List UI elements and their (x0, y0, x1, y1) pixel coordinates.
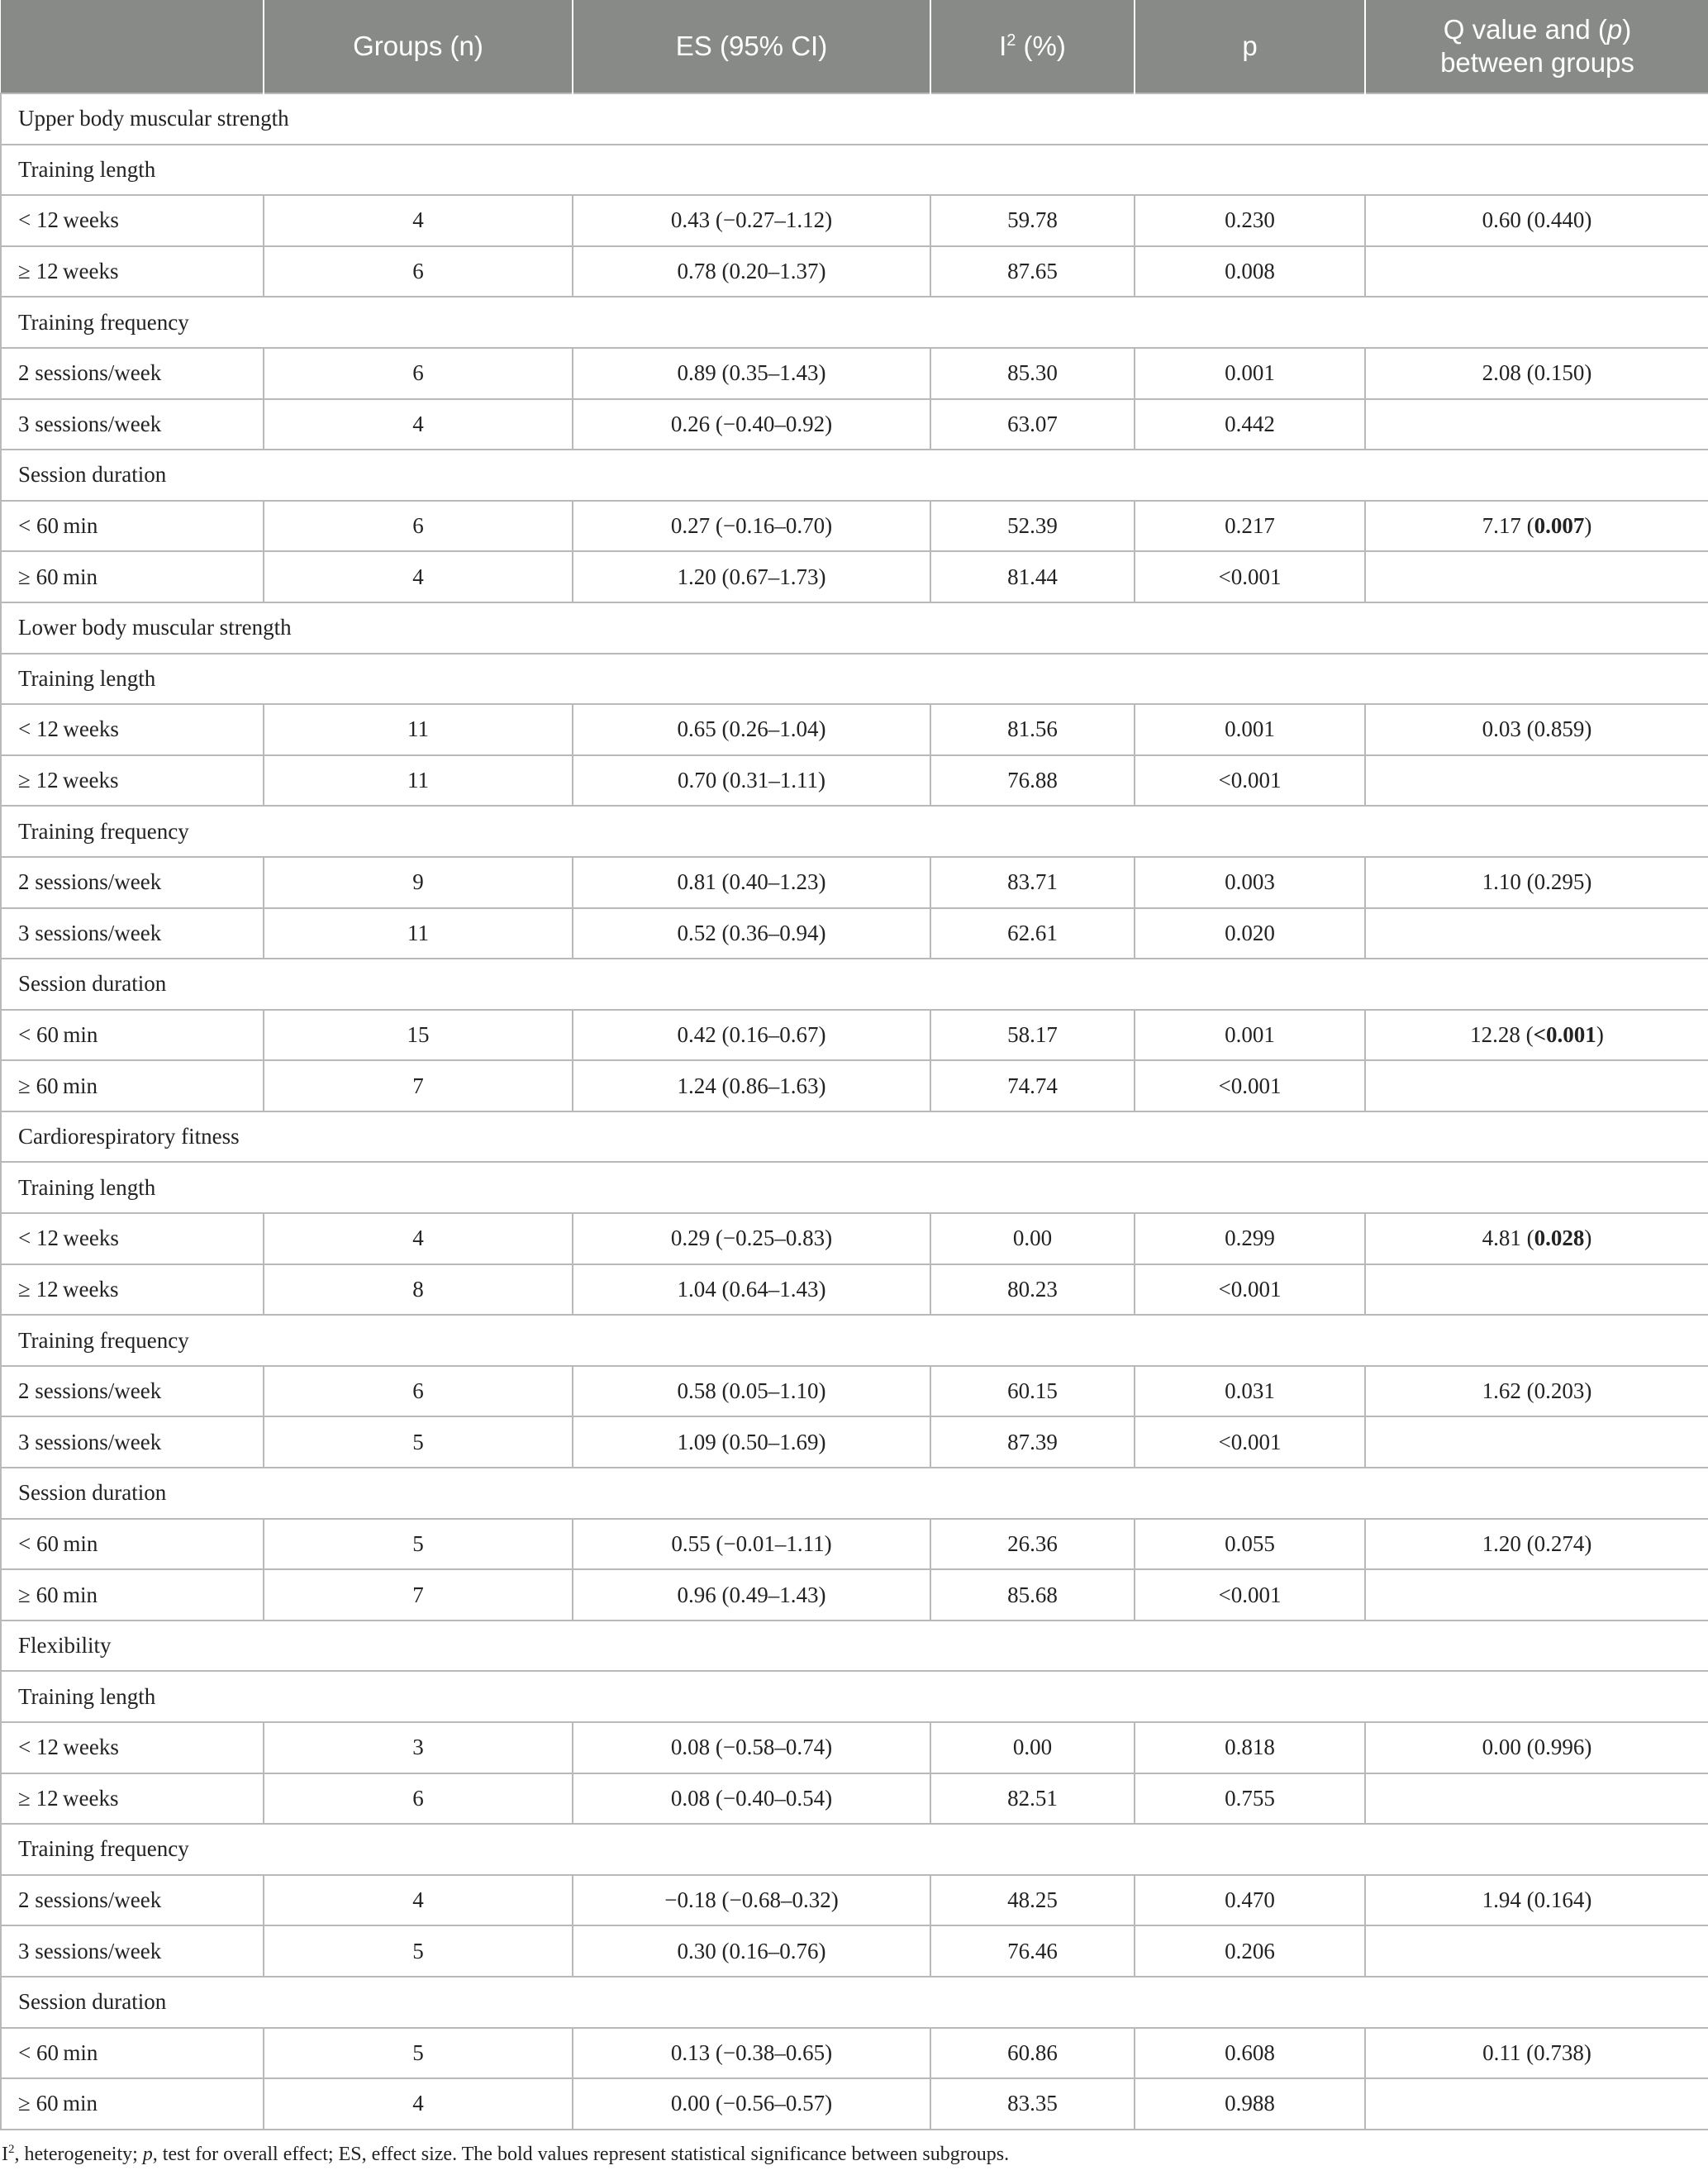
row-label: ≥ 12 weeks (1, 246, 264, 297)
cell-n: 6 (264, 501, 573, 552)
q-post: 0.203) (1534, 1378, 1592, 1404)
cell-i2: 87.39 (930, 1416, 1135, 1468)
cell-n: 11 (264, 755, 573, 807)
cell-n: 8 (264, 1264, 573, 1316)
cell-p: <0.001 (1135, 1416, 1365, 1468)
cell-q (1365, 908, 1708, 959)
q-pre: 2.08 ( (1482, 360, 1534, 386)
cell-p: 0.206 (1135, 1925, 1365, 1977)
table-row (1, 1366, 1708, 1417)
table-row (1, 1722, 1708, 1773)
cell-n: 4 (264, 1875, 573, 1926)
cell-q (1365, 501, 1708, 552)
cell-i2: 76.46 (930, 1925, 1135, 1977)
cell-es: 0.55 (−0.01–1.11) (573, 1519, 930, 1570)
row-label: ≥ 12 weeks (1, 755, 264, 807)
table-row (1, 704, 1708, 755)
cell-q (1365, 2028, 1708, 2079)
cell-es: 0.29 (−0.25–0.83) (573, 1213, 930, 1264)
cell-p: <0.001 (1135, 755, 1365, 807)
cell-i2: 59.78 (930, 195, 1135, 246)
cell-p: 0.001 (1135, 704, 1365, 755)
cell-n: 7 (264, 1060, 573, 1111)
header-p: p (1135, 0, 1365, 93)
cell-n: 7 (264, 1569, 573, 1621)
q-pre: 4.81 ( (1482, 1226, 1534, 1251)
table-row (1, 348, 1708, 399)
cell-q (1365, 1569, 1708, 1621)
row-label: ≥ 12 weeks (1, 1773, 264, 1825)
header-i2 (930, 0, 1135, 93)
cell-i2: 52.39 (930, 501, 1135, 552)
subgroup-title: Session duration (1, 450, 1708, 501)
footnote-part1: , heterogeneity; (14, 2144, 143, 2165)
row-label: ≥ 60 min (1, 1060, 264, 1111)
footnote-sup: 2 (8, 2143, 15, 2156)
q-pre: 7.17 ( (1482, 513, 1534, 539)
table-row (1, 1875, 1708, 1926)
cell-n: 5 (264, 1925, 573, 1977)
cell-q (1365, 1519, 1708, 1570)
cell-n: 4 (264, 399, 573, 450)
subgroup-row (1, 959, 1708, 1010)
cell-es: 0.89 (0.35–1.43) (573, 348, 930, 399)
subgroup-title: Session duration (1, 959, 1708, 1010)
cell-i2: 48.25 (930, 1875, 1135, 1926)
cell-i2: 58.17 (930, 1010, 1135, 1061)
section-row (1, 1111, 1708, 1163)
table-row (1, 1569, 1708, 1621)
q-post: 0.738) (1534, 2039, 1591, 2065)
q-bold: <0.001 (1533, 1021, 1596, 1047)
subgroup-title: Training length (1, 145, 1708, 196)
q-pre: 1.10 ( (1482, 869, 1534, 895)
cell-es: 0.08 (−0.40–0.54) (573, 1773, 930, 1825)
table-row (1, 2028, 1708, 2079)
q-post: 0.996) (1534, 1735, 1592, 1760)
header-groups: Groups (n) (264, 0, 573, 93)
row-label: < 60 min (1, 1010, 264, 1061)
cell-q (1365, 1010, 1708, 1061)
cell-n: 6 (264, 348, 573, 399)
cell-i2: 76.88 (930, 755, 1135, 807)
cell-es: 0.26 (−0.40–0.92) (573, 399, 930, 450)
row-label: < 12 weeks (1, 195, 264, 246)
cell-es: −0.18 (−0.68–0.32) (573, 1875, 930, 1926)
cell-q (1365, 1416, 1708, 1468)
section-title: Cardiorespiratory fitness (1, 1111, 1708, 1163)
cell-i2: 60.15 (930, 1366, 1135, 1417)
q-post: 0.150) (1534, 360, 1592, 386)
cell-n: 5 (264, 2028, 573, 2079)
cell-q (1365, 1773, 1708, 1825)
table-row (1, 195, 1708, 246)
cell-i2: 60.86 (930, 2028, 1135, 2079)
cell-p: 0.608 (1135, 2028, 1365, 2079)
cell-es: 0.27 (−0.16–0.70) (573, 501, 930, 552)
row-label: 2 sessions/week (1, 857, 264, 908)
subgroup-row (1, 450, 1708, 501)
cell-es: 0.58 (0.05–1.10) (573, 1366, 930, 1417)
q-post: ) (1584, 513, 1592, 539)
table-row (1, 399, 1708, 450)
subgroup-row (1, 297, 1708, 348)
cell-es: 1.04 (0.64–1.43) (573, 1264, 930, 1316)
cell-q (1365, 1875, 1708, 1926)
cell-n: 4 (264, 2078, 573, 2130)
table-row (1, 1925, 1708, 1977)
subgroup-title: Training length (1, 1162, 1708, 1213)
cell-p: 0.442 (1135, 399, 1365, 450)
cell-q (1365, 1264, 1708, 1316)
table-row (1, 755, 1708, 807)
q-post: ) (1596, 1021, 1604, 1047)
cell-n: 6 (264, 1773, 573, 1825)
cell-p: 0.001 (1135, 348, 1365, 399)
cell-p: 0.020 (1135, 908, 1365, 959)
footnote-i: I (2, 2144, 8, 2165)
cell-n: 5 (264, 1416, 573, 1468)
cell-i2: 85.30 (930, 348, 1135, 399)
cell-q (1365, 1060, 1708, 1111)
table-row (1, 1416, 1708, 1468)
table-row (1, 1773, 1708, 1825)
cell-q (1365, 1722, 1708, 1773)
cell-q (1365, 551, 1708, 602)
cell-n: 6 (264, 1366, 573, 1417)
table-header (1, 0, 1708, 93)
row-label: ≥ 60 min (1, 551, 264, 602)
q-post: 0.440) (1534, 207, 1592, 233)
row-label: 2 sessions/week (1, 1875, 264, 1926)
header-q-line1a: Q value and ( (1443, 14, 1607, 45)
cell-q (1365, 1925, 1708, 1977)
subgroup-title: Session duration (1, 1468, 1708, 1519)
q-pre: 1.20 ( (1482, 1530, 1534, 1556)
subgroup-row (1, 1315, 1708, 1366)
subgroup-row (1, 145, 1708, 196)
subgroup-title: Training frequency (1, 297, 1708, 348)
q-post: 0.295) (1534, 869, 1592, 895)
table-row (1, 857, 1708, 908)
cell-i2: 62.61 (930, 908, 1135, 959)
subgroup-title: Training frequency (1, 1315, 1708, 1366)
subgroup-row (1, 1977, 1708, 2028)
subgroup-row (1, 1671, 1708, 1722)
row-label: < 60 min (1, 501, 264, 552)
cell-q (1365, 399, 1708, 450)
q-bold: 0.028 (1534, 1226, 1585, 1251)
cell-es: 0.81 (0.40–1.23) (573, 857, 930, 908)
row-label: < 60 min (1, 2028, 264, 2079)
cell-p: 0.470 (1135, 1875, 1365, 1926)
subgroup-row (1, 806, 1708, 857)
cell-n: 4 (264, 195, 573, 246)
cell-n: 5 (264, 1519, 573, 1570)
subgroup-row (1, 1824, 1708, 1875)
cell-es: 0.13 (−0.38–0.65) (573, 2028, 930, 2079)
subgroup-row (1, 1468, 1708, 1519)
cell-es: 0.42 (0.16–0.67) (573, 1010, 930, 1061)
cell-i2: 85.68 (930, 1569, 1135, 1621)
cell-p: <0.001 (1135, 1264, 1365, 1316)
cell-q (1365, 246, 1708, 297)
cell-n: 11 (264, 704, 573, 755)
header-q-line1b: ) (1622, 14, 1632, 45)
cell-q (1365, 755, 1708, 807)
q-post: ) (1584, 1226, 1592, 1251)
header-empty-cell (1, 0, 264, 93)
header-q-line2: between groups (1440, 47, 1634, 78)
q-pre: 0.11 ( (1482, 2039, 1534, 2065)
row-label: ≥ 12 weeks (1, 1264, 264, 1316)
cell-p: 0.008 (1135, 246, 1365, 297)
cell-q (1365, 348, 1708, 399)
cell-es: 0.78 (0.20–1.37) (573, 246, 930, 297)
table-body (1, 93, 1708, 2130)
subgroup-title: Training frequency (1, 1824, 1708, 1875)
cell-n: 6 (264, 246, 573, 297)
cell-n: 9 (264, 857, 573, 908)
table-row (1, 908, 1708, 959)
cell-p: 0.299 (1135, 1213, 1365, 1264)
q-bold: 0.007 (1534, 513, 1585, 539)
cell-p: 0.230 (1135, 195, 1365, 246)
subgroup-title: Training length (1, 1671, 1708, 1722)
cell-n: 3 (264, 1722, 573, 1773)
cell-q (1365, 1366, 1708, 1417)
cell-q (1365, 857, 1708, 908)
cell-es: 0.65 (0.26–1.04) (573, 704, 930, 755)
table-row (1, 1213, 1708, 1264)
cell-i2: 0.00 (930, 1722, 1135, 1773)
q-pre: 0.60 ( (1482, 207, 1534, 233)
header-es: ES (95% CI) (573, 0, 930, 93)
cell-es: 0.52 (0.36–0.94) (573, 908, 930, 959)
q-post: 0.274) (1534, 1530, 1592, 1556)
row-label: ≥ 60 min (1, 2078, 264, 2130)
table-row (1, 1060, 1708, 1111)
cell-q (1365, 704, 1708, 755)
cell-p: 0.031 (1135, 1366, 1365, 1417)
cell-i2: 0.00 (930, 1213, 1135, 1264)
cell-i2: 87.65 (930, 246, 1135, 297)
cell-p: <0.001 (1135, 1569, 1365, 1621)
header-i2-base: I (999, 31, 1007, 61)
row-label: 3 sessions/week (1, 399, 264, 450)
row-label: < 12 weeks (1, 1213, 264, 1264)
table-row (1, 1264, 1708, 1316)
row-label: 3 sessions/week (1, 1925, 264, 1977)
subgroup-row (1, 1162, 1708, 1213)
cell-es: 0.70 (0.31–1.11) (573, 755, 930, 807)
cell-es: 1.24 (0.86–1.63) (573, 1060, 930, 1111)
row-label: 3 sessions/week (1, 1416, 264, 1468)
cell-es: 0.00 (−0.56–0.57) (573, 2078, 930, 2130)
header-i2-rest: (%) (1016, 31, 1066, 61)
q-pre: 1.62 ( (1482, 1378, 1534, 1404)
cell-p: 0.818 (1135, 1722, 1365, 1773)
cell-q (1365, 2078, 1708, 2130)
header-q-value (1365, 0, 1708, 93)
cell-i2: 83.71 (930, 857, 1135, 908)
cell-i2: 26.36 (930, 1519, 1135, 1570)
cell-p: 0.217 (1135, 501, 1365, 552)
row-label: 2 sessions/week (1, 348, 264, 399)
q-post: 0.164) (1534, 1887, 1592, 1913)
cell-p: <0.001 (1135, 1060, 1365, 1111)
table-row (1, 1519, 1708, 1570)
cell-p: 0.055 (1135, 1519, 1365, 1570)
q-post: 0.859) (1534, 716, 1592, 742)
q-pre: 1.94 ( (1482, 1887, 1534, 1913)
cell-es: 1.20 (0.67–1.73) (573, 551, 930, 602)
section-row (1, 1621, 1708, 1672)
section-row (1, 93, 1708, 145)
cell-i2: 83.35 (930, 2078, 1135, 2130)
cell-i2: 63.07 (930, 399, 1135, 450)
cell-p: 0.003 (1135, 857, 1365, 908)
footnote-p: p (142, 2144, 153, 2165)
cell-q (1365, 195, 1708, 246)
table-row (1, 246, 1708, 297)
row-label: 3 sessions/week (1, 908, 264, 959)
cell-i2: 81.44 (930, 551, 1135, 602)
row-label: < 60 min (1, 1519, 264, 1570)
table-row (1, 501, 1708, 552)
cell-es: 0.30 (0.16–0.76) (573, 1925, 930, 1977)
subgroup-title: Session duration (1, 1977, 1708, 2028)
section-title: Flexibility (1, 1621, 1708, 1672)
cell-i2: 82.51 (930, 1773, 1135, 1825)
cell-i2: 74.74 (930, 1060, 1135, 1111)
header-q-p: p (1606, 14, 1623, 45)
cell-p: 0.755 (1135, 1773, 1365, 1825)
cell-es: 0.08 (−0.58–0.74) (573, 1722, 930, 1773)
q-pre: 0.03 ( (1482, 716, 1534, 742)
section-title: Lower body muscular strength (1, 602, 1708, 654)
cell-q (1365, 1213, 1708, 1264)
subgroup-title: Training frequency (1, 806, 1708, 857)
row-label: 2 sessions/week (1, 1366, 264, 1417)
subgroup-title: Training length (1, 654, 1708, 705)
cell-n: 15 (264, 1010, 573, 1061)
header-row (1, 0, 1708, 93)
cell-es: 0.96 (0.49–1.43) (573, 1569, 930, 1621)
cell-n: 4 (264, 1213, 573, 1264)
section-title: Upper body muscular strength (1, 93, 1708, 145)
subgroup-row (1, 654, 1708, 705)
row-label: < 12 weeks (1, 704, 264, 755)
cell-p: <0.001 (1135, 551, 1365, 602)
table-row (1, 551, 1708, 602)
cell-n: 4 (264, 551, 573, 602)
cell-p: 0.988 (1135, 2078, 1365, 2130)
header-i2-sup: 2 (1006, 31, 1016, 50)
cell-i2: 81.56 (930, 704, 1135, 755)
cell-n: 11 (264, 908, 573, 959)
cell-es: 1.09 (0.50–1.69) (573, 1416, 930, 1468)
table-row (1, 2078, 1708, 2130)
q-pre: 12.28 ( (1470, 1021, 1534, 1047)
footnote-part2: , test for overall effect; ES, effect size. The bold values represent statistical significance between subgroups. (152, 2144, 1010, 2165)
q-pre: 0.00 ( (1482, 1735, 1534, 1760)
cell-i2: 80.23 (930, 1264, 1135, 1316)
row-label: ≥ 60 min (1, 1569, 264, 1621)
table-footnote (2, 2144, 1009, 2166)
table-row (1, 1010, 1708, 1061)
cell-p: 0.001 (1135, 1010, 1365, 1061)
section-row (1, 602, 1708, 654)
cell-es: 0.43 (−0.27–1.12) (573, 195, 930, 246)
row-label: < 12 weeks (1, 1722, 264, 1773)
